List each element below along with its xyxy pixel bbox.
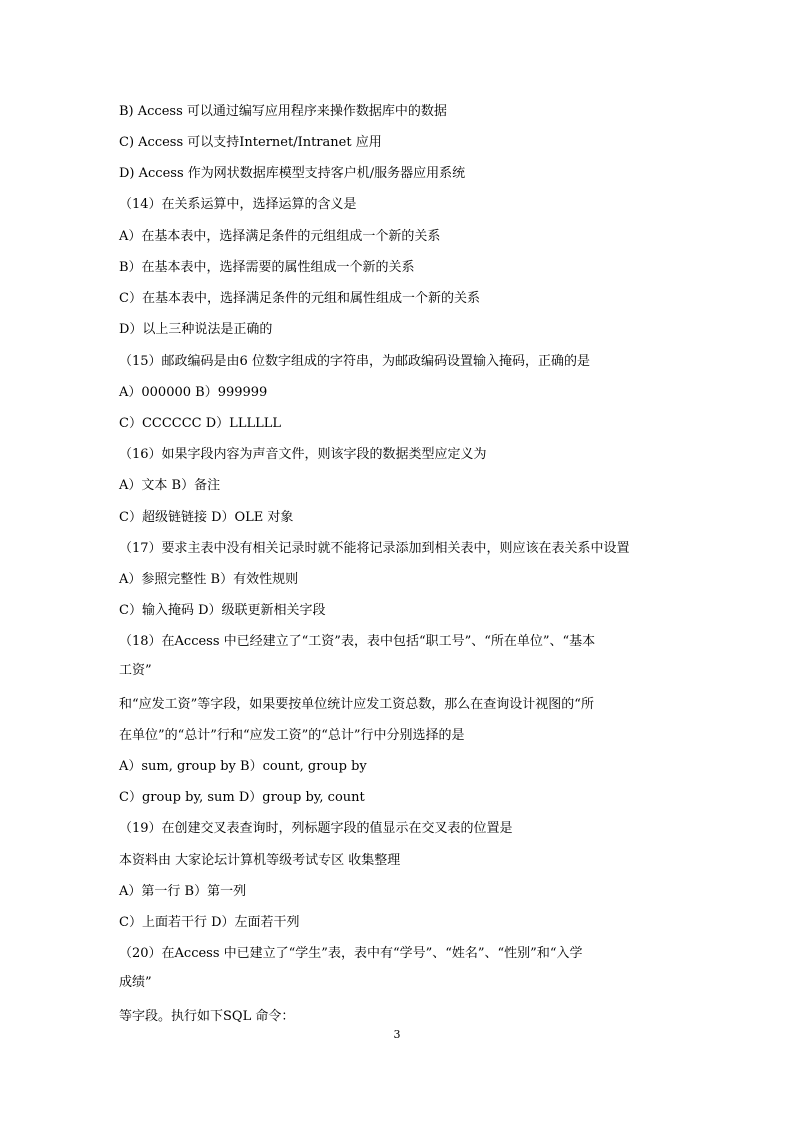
text-line: A）文本 B）备注 <box>119 478 221 493</box>
text-line: 和“应发工资”等字段，如果要按单位统计应发工资总数，那么在查询设计视图的“所 <box>119 697 594 712</box>
text-line: C）超级链链接 D）OLE 对象 <box>119 510 294 525</box>
text-line: C）上面若干行 D）左面若干列 <box>119 915 300 930</box>
text-line: C) Access 可以支持Internet/Intranet 应用 <box>119 135 382 150</box>
text-line: B) Access 可以通过编写应用程序来操作数据库中的数据 <box>119 104 447 119</box>
text-line: B）在基本表中，选择需要的属性组成一个新的关系 <box>119 260 415 275</box>
text-line: A）参照完整性 B）有效性规则 <box>119 572 299 587</box>
text-line: C）在基本表中，选择满足条件的元组和属性组成一个新的关系 <box>119 291 480 306</box>
text-line: A）在基本表中，选择满足条件的元组组成一个新的关系 <box>119 229 441 244</box>
text-line: C）group by, sum D）group by, count <box>119 790 365 805</box>
question-15: （15）邮政编码是由6 位数字组成的字符串，为邮政编码设置输入掩码，正确的是 <box>119 354 590 369</box>
text-line: C）CCCCCC D）LLLLLL <box>119 416 281 431</box>
question-19: （19）在创建交叉表查询时，列标题字段的值显示在交叉表的位置是 <box>119 821 513 836</box>
question-17: （17）要求主表中没有相关记录时就不能将记录添加到相关表中，则应该在表关系中设置 <box>119 541 630 556</box>
text-line: C）输入掩码 D）级联更新相关字段 <box>119 603 326 618</box>
source-note: 本资料由 大家论坛计算机等级考试专区 收集整理 <box>119 853 401 868</box>
text-line: 工资” <box>119 663 152 678</box>
text-line: 在单位”的“总计”行和“应发工资”的“总计”行中分别选择的是 <box>119 728 465 743</box>
question-20: （20）在Access 中已建立了“学生”表，表中有“学号”、“姓名”、“性别”和“入学 <box>119 946 583 961</box>
text-line: 等字段。执行如下SQL 命令： <box>119 1009 295 1024</box>
text-line: A）sum, group by B）count, group by <box>119 759 367 774</box>
page-number: 3 <box>393 1028 401 1041</box>
text-line: D）以上三种说法是正确的 <box>119 322 273 337</box>
text-line: 成绩” <box>119 975 152 990</box>
question-16: （16）如果字段内容为声音文件，则该字段的数据类型应定义为 <box>119 447 487 462</box>
text-line: D) Access 作为网状数据库模型支持客户机/服务器应用系统 <box>119 166 466 181</box>
question-18: （18）在Access 中已经建立了“工资”表，表中包括“职工号”、“所在单位”、“基本 <box>119 634 596 649</box>
text-line: A）000000 B）999999 <box>119 385 268 400</box>
question-14: （14）在关系运算中，选择运算的含义是 <box>119 197 357 212</box>
text-line: A）第一行 B）第一列 <box>119 884 247 899</box>
